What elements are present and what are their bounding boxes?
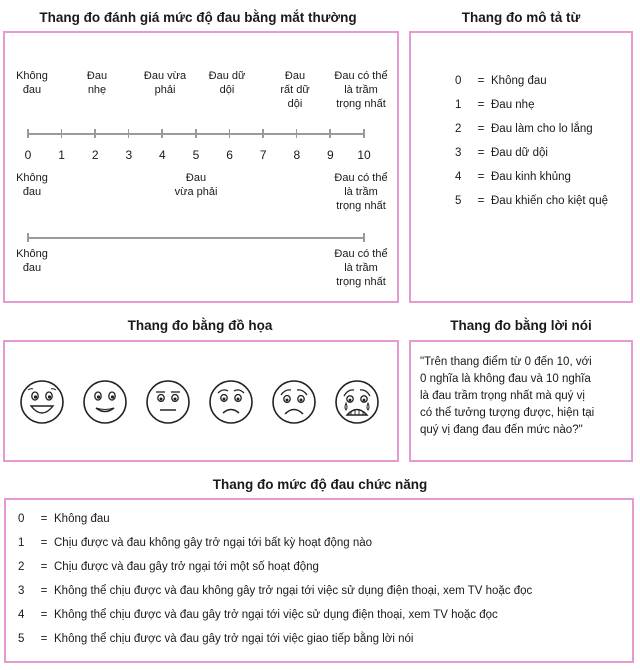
equals-sign: =	[40, 609, 48, 621]
item-text: Không thể chịu được và đau gây trở ngại tới việc giao tiếp bằng lời nói	[54, 633, 414, 645]
item-number: 2	[455, 123, 462, 135]
item-number: 1	[455, 99, 462, 111]
descriptive-item	[455, 75, 547, 87]
scale-tick	[229, 129, 231, 138]
item-text: Không thể chịu được và đau gây trở ngại tới việc sử dụng điện thoại, xem TV hoặc đọc	[54, 609, 498, 621]
scale-tick	[128, 129, 130, 138]
equals-sign: =	[40, 537, 48, 549]
item-text: Đau khiến cho kiệt quệ	[491, 195, 608, 207]
descriptive-item	[455, 195, 608, 207]
item-number: 4	[18, 609, 25, 621]
equals-sign: =	[40, 513, 48, 525]
functional-item	[18, 513, 110, 525]
descriptive-item	[455, 123, 593, 135]
item-text: Không đau	[54, 513, 110, 525]
item-number: 4	[455, 171, 462, 183]
item-text: Đau dữ dội	[491, 147, 548, 159]
scale-number: 1	[58, 148, 65, 162]
scale-number: 2	[91, 148, 99, 162]
item-number: 1	[18, 537, 25, 549]
scale-tick	[195, 129, 197, 138]
plain-scale-line	[27, 237, 364, 239]
scale-number: 5	[192, 148, 200, 162]
scale-number: 8	[293, 148, 301, 162]
functional-item	[18, 633, 413, 645]
mid-label-center: Đau vừa phải	[174, 172, 218, 198]
top-label-3: Đau dữ dội	[208, 70, 246, 96]
top-label-5: Đau có thể là trầm trọng nhất	[334, 70, 388, 110]
descriptive-scale-title: Thang đo mô tả từ	[461, 10, 581, 25]
item-number: 5	[455, 195, 462, 207]
equals-sign: =	[477, 75, 485, 87]
scale-number: 3	[125, 148, 133, 162]
plain-line-end-tick	[363, 233, 365, 242]
visual-scale-panel	[3, 31, 399, 303]
scale-number: 6	[226, 148, 233, 162]
item-text: Đau nhẹ	[491, 99, 535, 111]
worried-face-icon	[210, 381, 252, 423]
descriptive-scale-panel	[409, 31, 633, 303]
verbal-scale-panel	[409, 340, 633, 462]
mid-label-right: Đau có thể là trầm trọng nhất	[334, 172, 388, 212]
crying-face-icon	[336, 381, 378, 423]
scale-number: 4	[159, 148, 166, 162]
functional-item	[18, 609, 498, 621]
top-label-4: Đau rất dữ dội	[280, 70, 310, 110]
scale-tick	[161, 129, 163, 138]
item-number: 2	[18, 561, 25, 573]
scale-tick	[61, 129, 63, 138]
verbal-scale-quote: "Trên thang điểm từ 0 đến 10, với 0 nghĩa là không đau và 10 nghĩa là đau trầm trọng nhất mà quý vị có thể tưởng tượng được, hiện tại quý vị đang đau đến mức nào?"	[420, 356, 595, 436]
item-number: 3	[18, 585, 25, 597]
functional-item	[18, 537, 372, 549]
item-text: Chịu được và đau không gây trở ngại tới bất kỳ hoạt động nào	[54, 537, 373, 549]
equals-sign: =	[477, 99, 485, 111]
scale-tick	[27, 129, 29, 138]
scale-tick	[363, 129, 365, 138]
equals-sign: =	[477, 195, 485, 207]
functional-item	[18, 561, 319, 573]
item-text: Chịu được và đau gây trở ngại tới một số hoạt động	[54, 561, 319, 573]
graphic-scale-panel	[3, 340, 399, 462]
functional-item	[18, 585, 532, 597]
equals-sign: =	[477, 171, 485, 183]
descriptive-item	[455, 99, 534, 111]
item-number: 0	[18, 513, 25, 525]
bottom-label-right: Đau có thể là trầm trọng nhất	[334, 248, 388, 288]
neutral-face-icon	[147, 381, 189, 423]
graphic-scale-title: Thang đo bằng đồ họa	[127, 318, 273, 333]
item-text: Không đau	[491, 75, 547, 87]
verbal-scale-title: Thang đo bằng lời nói	[450, 318, 592, 333]
descriptive-item	[455, 147, 548, 159]
functional-scale-panel	[4, 498, 634, 663]
scale-number: 0	[24, 148, 32, 162]
scale-tick	[94, 129, 96, 138]
item-text: Đau kinh khủng	[491, 171, 571, 183]
equals-sign: =	[40, 561, 48, 573]
bottom-label-left: Không đau	[16, 248, 48, 274]
equals-sign: =	[477, 123, 485, 135]
item-number: 3	[455, 147, 462, 159]
functional-scale-title: Thang đo mức độ đau chức năng	[212, 477, 428, 492]
sad-face-icon	[273, 381, 315, 423]
scale-tick	[262, 129, 264, 138]
mid-label-left: Không đau	[16, 172, 48, 198]
scale-number: 9	[327, 148, 334, 162]
very-happy-face-icon	[21, 381, 63, 423]
top-label-0: Không đau	[16, 70, 48, 96]
plain-line-start-tick	[27, 233, 29, 242]
top-label-2: Đau vừa phải	[143, 70, 187, 96]
visual-scale-title: Thang đo đánh giá mức độ đau bằng mắt thường	[39, 10, 357, 25]
item-text: Đau làm cho lo lắng	[491, 123, 593, 135]
descriptive-item	[455, 171, 571, 183]
faces-row	[5, 342, 397, 460]
equals-sign: =	[40, 633, 48, 645]
item-text: Không thể chịu được và đau không gây trở ngại tới việc sử dụng điện thoại, xem TV hoặc đọc	[54, 585, 533, 597]
happy-face-icon	[84, 381, 126, 423]
scale-tick	[296, 129, 298, 138]
scale-number: 10	[357, 148, 371, 162]
equals-sign: =	[40, 585, 48, 597]
scale-tick	[329, 129, 331, 138]
item-number: 5	[18, 633, 25, 645]
top-label-1: Đau nhẹ	[86, 70, 108, 96]
scale-number: 7	[259, 148, 267, 162]
item-number: 0	[455, 75, 462, 87]
equals-sign: =	[477, 147, 485, 159]
